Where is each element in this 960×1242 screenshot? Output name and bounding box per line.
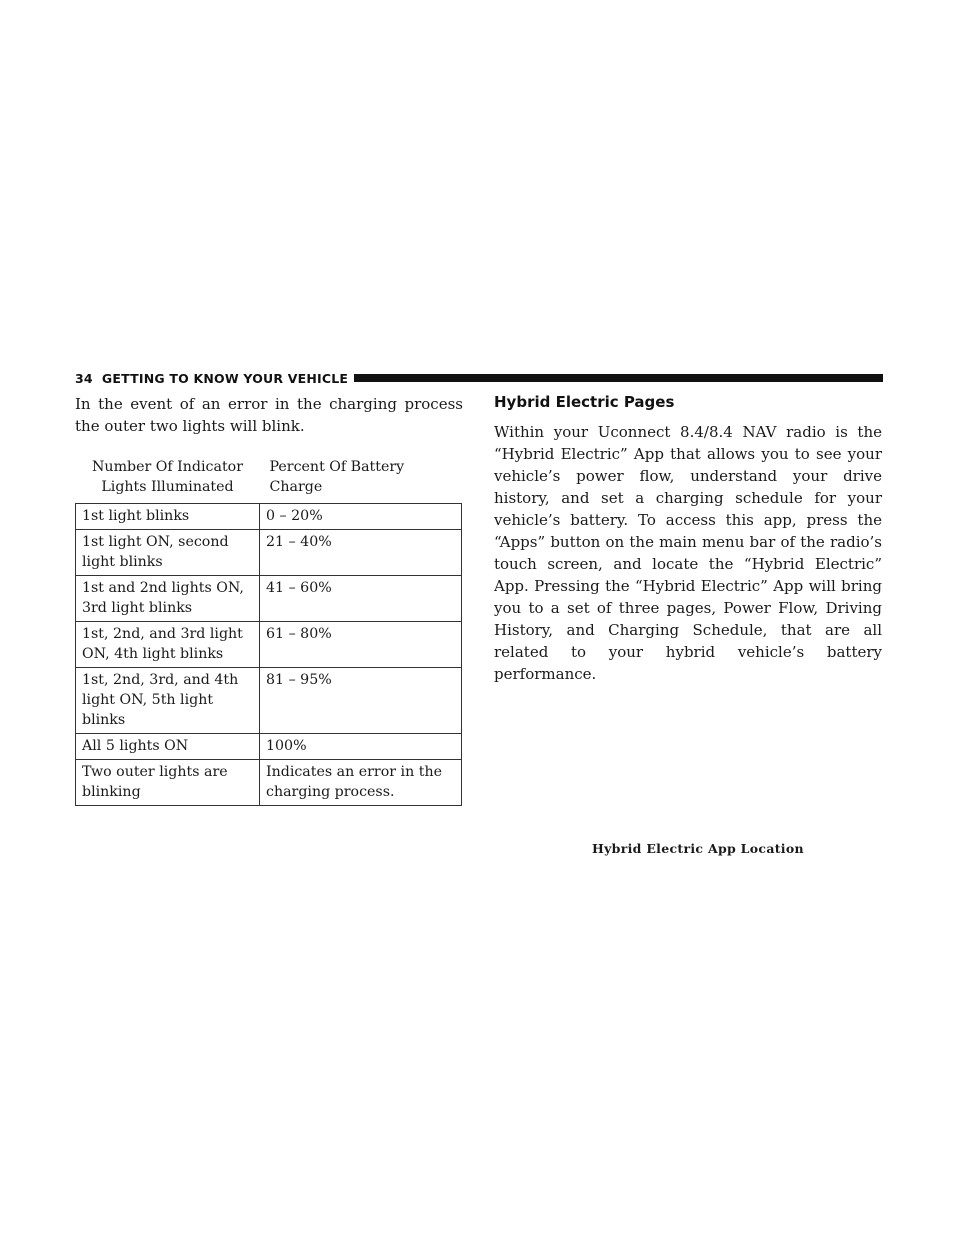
- hybrid-electric-paragraph: Within your Uconnect 8.4/8.4 NAV radio is the “Hybrid Electric” App that allows you to see your vehicle’s power flow, understand your drive history, and set a charging schedule for your vehicle’s battery. To access this app, press the “Apps” button on the main menu bar of the radio’s touch screen, and locate the “Hybrid Electric” App. Pressing the “Hybrid Electric” App will bring you to a set of three pages, Power Flow, Driving History, and Charging Schedule, that are all related to your hybrid vehicle’s battery performance.: [494, 423, 882, 683]
- page-number: 34: [75, 370, 93, 386]
- section-title: GETTING TO KNOW YOUR VEHICLE: [101, 370, 349, 386]
- header-rule: [354, 374, 883, 382]
- table-row: [76, 760, 462, 806]
- table-cell-percent: 61 – 80%: [260, 622, 462, 668]
- table-cell-percent: 41 – 60%: [260, 576, 462, 622]
- table-row: [76, 734, 462, 760]
- table-cell-indicator: 1st, 2nd, and 3rd light ON, 4th light blinks: [76, 622, 260, 668]
- table-row: [76, 668, 462, 734]
- page-header: [75, 370, 883, 386]
- table-cell-percent: 100%: [260, 734, 462, 760]
- table-row: [76, 504, 462, 530]
- figure-caption: Hybrid Electric App Location: [592, 841, 804, 856]
- table-cell-indicator: All 5 lights ON: [76, 734, 260, 760]
- table-row: [76, 530, 462, 576]
- table-cell-indicator: 1st light ON, second light blinks: [76, 530, 260, 576]
- page-header-text: [75, 371, 348, 386]
- hybrid-electric-heading: Hybrid Electric Pages: [494, 393, 675, 411]
- table-header-indicator: Number Of Indicator Lights Illuminated: [92, 459, 243, 495]
- table-header-percent: Percent Of Battery Charge: [269, 459, 405, 495]
- intro-paragraph: In the event of an error in the charging process the outer two lights will blink.: [75, 395, 463, 435]
- table-cell-percent: 81 – 95%: [260, 668, 462, 734]
- table-cell-indicator: 1st and 2nd lights ON, 3rd light blinks: [76, 576, 260, 622]
- table-cell-indicator: Two outer lights are blinking: [76, 760, 260, 806]
- app-location-image: [494, 620, 882, 830]
- table-row: [76, 576, 462, 622]
- table-cell-indicator: 1st light blinks: [76, 504, 260, 530]
- table-cell-percent: Indicates an error in the charging process.: [260, 760, 462, 806]
- table-cell-percent: 21 – 40%: [260, 530, 462, 576]
- table-cell-percent: 0 – 20%: [260, 504, 462, 530]
- table-cell-indicator: 1st, 2nd, 3rd, and 4th light ON, 5th light blinks: [76, 668, 260, 734]
- table-header-row: [76, 455, 462, 504]
- table-row: [76, 622, 462, 668]
- left-column: [75, 393, 463, 806]
- indicator-table: [75, 455, 462, 806]
